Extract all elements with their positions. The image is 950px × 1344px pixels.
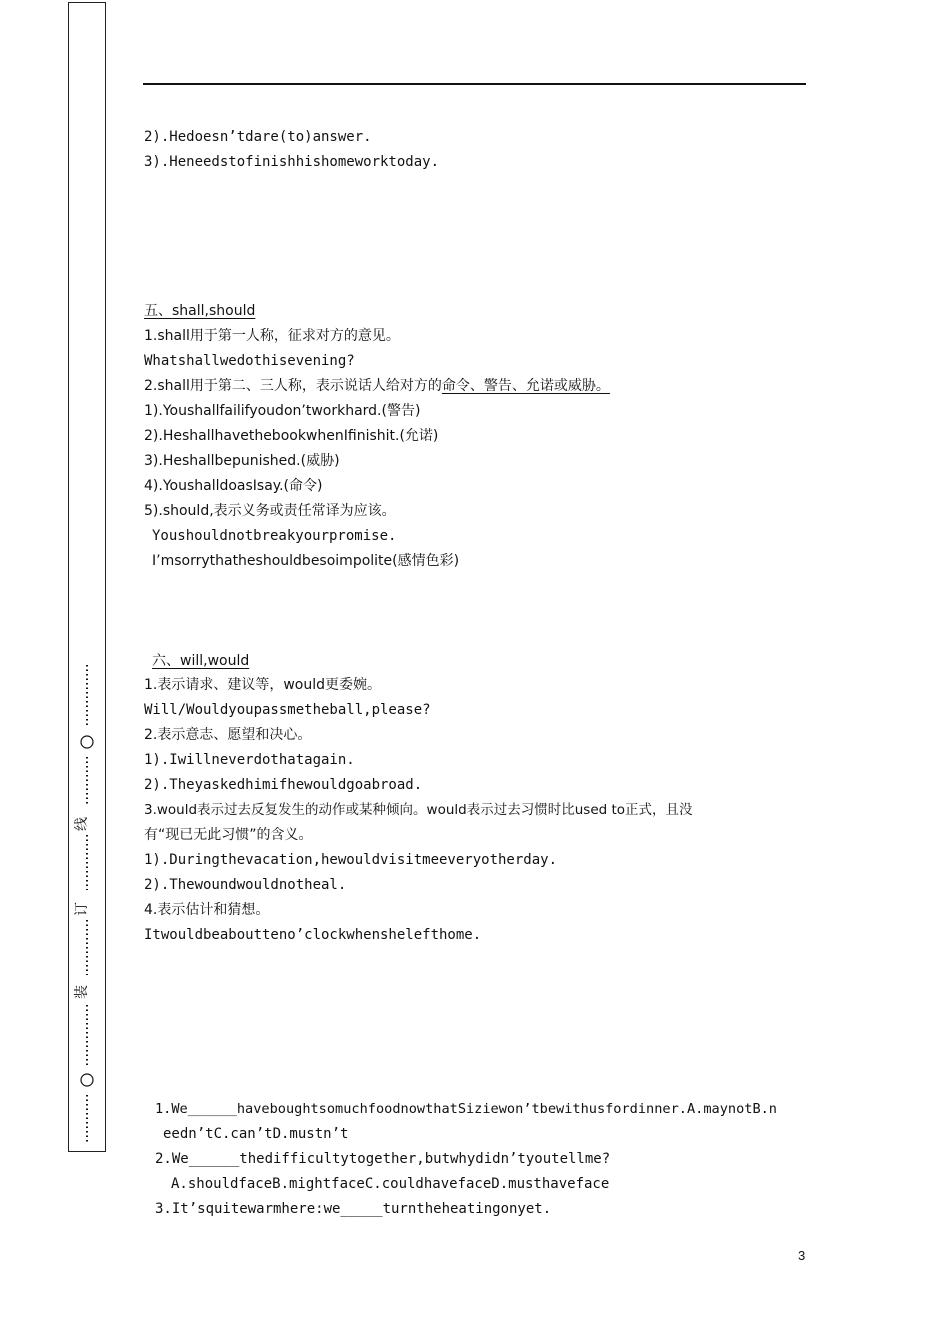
rule-line: 有“现已无此习惯”的含义。	[144, 827, 313, 843]
rule-line: 3.would表示过去反复发生的动作或某种倾向。would表示过去习惯时比used to正式，且没	[144, 802, 693, 818]
page-number: 3	[798, 1248, 806, 1263]
example-line: 4).YoushalldoasIsay.(命令)	[144, 478, 323, 494]
example-line: 3).Heneedstofinishhishomeworktoday.	[144, 154, 440, 170]
binding-label-ding: 订	[74, 902, 90, 916]
rule-line: 2.表示意志、愿望和决心。	[144, 727, 312, 743]
rule-line: 4.表示估计和猜想。	[144, 902, 270, 918]
example-line: 1).Youshallfailifyoudon’tworkhard.(警告)	[144, 403, 421, 419]
exercise-options: eedn’tC.can’tD.mustn’t	[163, 1126, 349, 1142]
example-line: Youshouldnotbreakyourpromise.	[152, 528, 397, 544]
section-heading: 五、shall,should	[144, 303, 256, 319]
example-line: Will/Wouldyoupassmetheball,please?	[144, 702, 431, 718]
example-line: 2).HeshallhavethebookwhenIfinishit.(允诺)	[144, 428, 439, 444]
rule-line: 1.表示请求、建议等，would更委婉。	[144, 677, 382, 693]
section-heading: 六、will,would	[152, 653, 250, 669]
rule-line: 5).should,表示义务或责任常译为应该。	[144, 503, 396, 519]
exercise-question: 3.It’squitewarmhere:we_____turntheheatingonyet.	[155, 1201, 552, 1217]
example-line: 2).Hedoesn’tdare(to)answer.	[144, 129, 372, 145]
binding-label-zhuang: 装	[74, 985, 90, 999]
underlined-keywords: 命令、警告、允诺或威胁。	[441, 378, 610, 394]
example-line: 2).Theyaskedhimifhewouldgoabroad.	[144, 777, 423, 793]
rule-line: 1.shall用于第一人称，征求对方的意见。	[144, 328, 400, 344]
example-line: 1).Iwillneverdothatagain.	[144, 752, 355, 768]
binding-label-xian: 线	[74, 817, 90, 831]
rule-text: 2.shall用于第二、三人称，表示说话人给对方的	[144, 378, 442, 394]
example-line: I’msorrythatheshouldbesoimpolite(感情色彩)	[152, 553, 460, 569]
header-rule	[143, 83, 806, 85]
exercise-question: 2.We______thedifficultytogether,butwhydidn’tyoutellme?	[155, 1151, 611, 1167]
example-line: Whatshallwedothisevening?	[144, 353, 355, 369]
rule-line	[144, 376, 610, 396]
exercise-options: A.shouldfaceB.mightfaceC.couldhavefaceD.musthaveface	[171, 1176, 610, 1192]
example-line: Itwouldbeabouttenо’clockwhenshelefthome.	[144, 927, 482, 943]
example-line: 2).Thewoundwouldnotheal.	[144, 877, 347, 893]
example-line: 1).Duringthevacation,hewouldvisitmeeveryotherday.	[144, 852, 558, 868]
example-line: 3).Heshallbepunished.(威胁)	[144, 453, 340, 469]
exercise-question: 1.We______haveboughtsomuchfoodnowthatSiziewon’tbewithusfordinner.A.maynotB.n	[155, 1101, 777, 1117]
